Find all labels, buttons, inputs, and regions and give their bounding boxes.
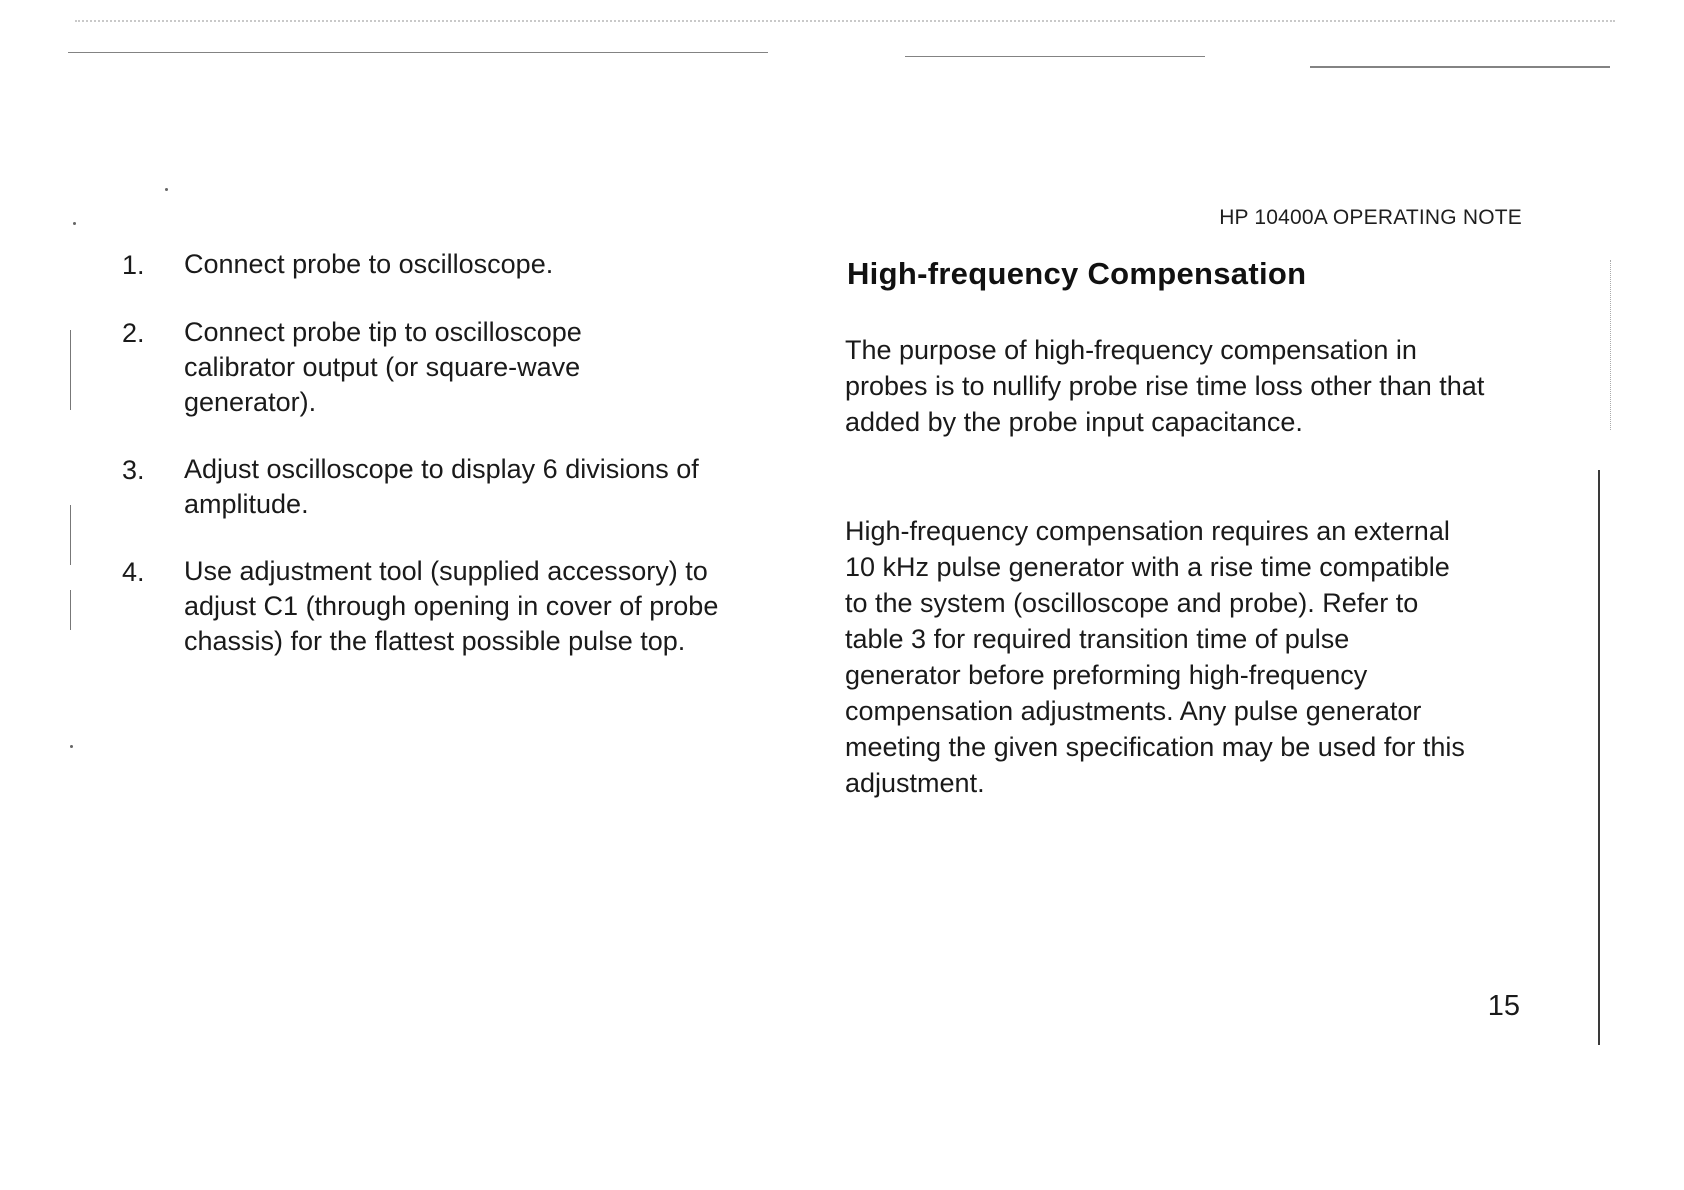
step-number: 3. xyxy=(122,455,145,485)
scan-artifact-margin-mark xyxy=(70,330,71,410)
step-item xyxy=(122,315,772,420)
step-text: Connect probe to oscilloscope. xyxy=(184,249,554,279)
step-number: 1. xyxy=(122,250,145,280)
step-list xyxy=(122,247,772,691)
step-text: Use adjustment tool (supplied accessory) to adjust C1 (through opening in cover of probe chassis) for the flattest possible pulse top. xyxy=(184,556,719,656)
scan-artifact-right-dotted xyxy=(1610,260,1612,430)
scan-artifact-line-far-right xyxy=(1310,66,1610,68)
step-text: Connect probe tip to oscilloscope calibrator output (or square-wave generator). xyxy=(184,317,582,417)
section-title: High-frequency Compensation xyxy=(847,256,1307,291)
scan-speck xyxy=(70,745,73,748)
page-number: 15 xyxy=(1487,990,1520,1022)
step-item xyxy=(122,247,772,283)
step-number: 2. xyxy=(122,318,145,348)
step-item xyxy=(122,554,772,659)
step-text: Adjust oscilloscope to display 6 divisions of amplitude. xyxy=(184,454,699,519)
scan-artifact-line-left xyxy=(68,52,768,53)
scan-artifact-top-dotted xyxy=(75,20,1615,23)
scan-speck xyxy=(73,222,76,225)
section-paragraph: The purpose of high-frequency compensation in probes is to nullify probe rise time loss other than that added by the probe input capacitance. xyxy=(845,335,1485,437)
scan-artifact-right-rule xyxy=(1598,470,1600,1045)
scan-speck xyxy=(165,188,168,191)
scan-artifact-line-right xyxy=(905,56,1205,57)
step-item xyxy=(122,452,772,522)
running-header: HP 10400A OPERATING NOTE xyxy=(1219,206,1522,229)
scan-artifact-margin-mark xyxy=(70,590,71,630)
section-paragraph: High-frequency compensation requires an external 10 kHz pulse generator with a rise time compatible to the system (oscilloscope and probe). Refer to table 3 for required transition time of pulse generator before preforming high-frequency compensation adjustments. Any pulse generator meeting the given specification may be used for this adjustment. xyxy=(845,516,1465,798)
scan-artifact-margin-mark xyxy=(70,505,71,565)
step-number: 4. xyxy=(122,557,145,587)
